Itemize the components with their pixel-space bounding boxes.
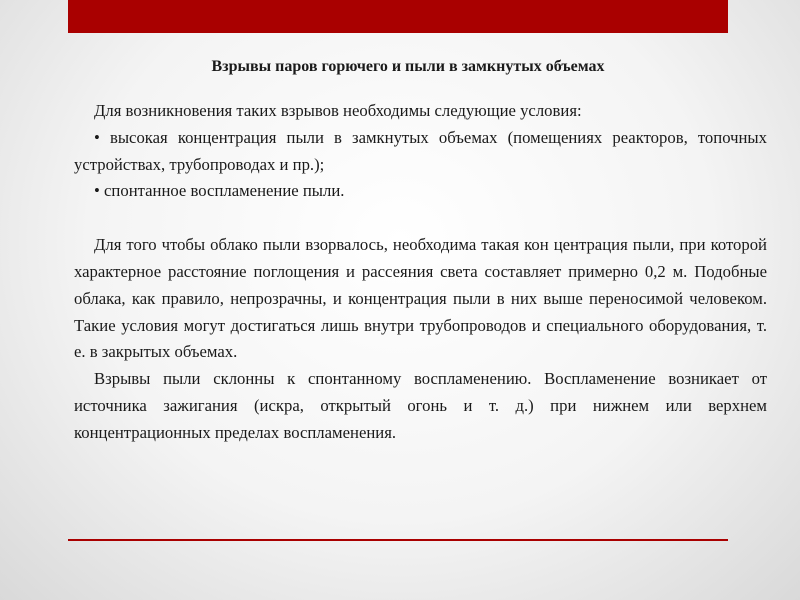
slide-title: Взрывы паров горючего и пыли в замкнутых объемах [211, 58, 605, 75]
paragraph-gap [74, 205, 767, 232]
bullet-item-1: • высокая концентрация пыли в замкнутых объемах (помещениях реакторов, топочных устройствах, трубопроводах и пр.); [74, 127, 767, 174]
paragraph-2: Взрывы пыли склонны к спонтанному воспламенению. Воспламенение возникает от источника зажигания (искра, открытый огонь и т. д.) при нижнем или верхнем концентрационных пределах воспламенения. [74, 369, 767, 442]
bottom-divider-line [68, 539, 728, 541]
top-accent-bar [68, 0, 728, 33]
paragraph-1: Для того чтобы облако пыли взорвалось, необходима такая кон центрация пыли, при которой характерное расстояние поглощения и рассеяния света составляет примерно 0,2 м. Подобные облака, как правило, непрозрачны, и концентрация пыли в них выше переносимой человеком. Такие условия могут достигаться лишь внутри трубопроводов и специального оборудования, т. е. в закрытых объемах. [74, 235, 767, 362]
bullet-item-2: • спонтанное воспламенение пыли. [94, 181, 345, 201]
intro-text: Для возникновения таких взрывов необходимы следующие условия: [94, 101, 582, 120]
slide-body [74, 98, 767, 447]
